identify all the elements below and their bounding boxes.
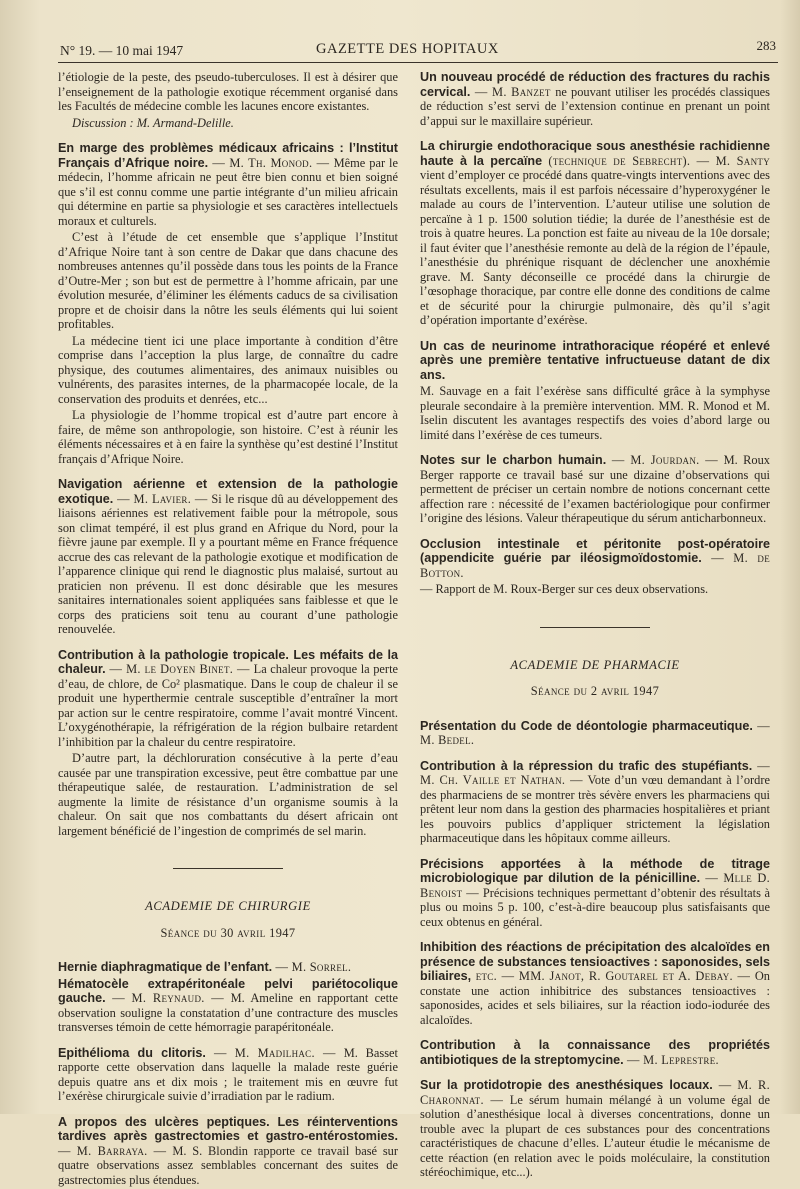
article-author: — M. Ch. Vaille et Nathan. —: [420, 758, 770, 787]
article-author: — M. Barraya. —: [58, 1143, 173, 1158]
article-neurinome: Un cas de neurinome intrathoracique réopéré et enlevé après une première tentative infructueuse datant de dix ans. M. Sauvage en a fait l’exérèse sans difficulté grâce à la symphyse pleurale secondaire à la première intervention. MM. R. Monod et M. Iselin discutent les avantages respectifs des voies d’abord large ou limité dans l’exérèse de ces tumeurs.: [420, 338, 770, 442]
article-title: Présentation du Code de déontologie pharmaceutique.: [420, 718, 753, 733]
article-protidotropie: Sur la protidotropie des anesthésiques locaux. — M. R. Charonnat. — Le sérum humain mélangé à un volume égal de solution d’anesthésique local à diverses concentrations, donne un trouble avec la plupart de ces substances pour des concentrations caractéristiques de chacune d’elles. L’auteur étudie le mécanisme de cette réaction (en relation avec le poids moléculaire, la constitution stéréochimique, etc...).: [420, 1078, 770, 1179]
article-title: Contribution à la connaissance des propriétés antibiotiques de la streptomycine.: [420, 1038, 770, 1067]
article-rachis: Un nouveau procédé de réduction des fractures du rachis cervical. — M. Banzet ne pouvant utiliser les procédés classiques de réduction s’est servi de l’extension continue en prenant un point d’appui sur le maxillaire supérieur.: [420, 70, 770, 128]
article-epithelioma: Epithélioma du clitoris. — M. Madilhac. — M. Basset rapporte cette observation dans laquelle la malade reste guérie depuis quatre ans et dix mois ; le traitement mis en œuvre fut l’exérèse chirurgicale suivie d’irradiation par le radium.: [58, 1045, 398, 1103]
article-title: En marge des problèmes médicaux africains : l’Institut Français d’Afrique noire.: [58, 141, 398, 170]
article-title: La chirurgie endothoracique sous anesthésie rachidienne haute à la percaïne: [420, 139, 770, 168]
article-author: — M. Th. Monod. —: [208, 155, 334, 170]
journal-title: GAZETTE DES HOPITAUX: [316, 41, 499, 57]
article-author: — M. Bedel.: [420, 718, 770, 747]
article-title: Epithélioma du clitoris.: [58, 1045, 206, 1060]
article-navigation-aerienne: Navigation aérienne et extension de la pathologie exotique. — M. Lavier. — Si le risque dû au développement des liaisons aériennes est relativement faible pour la métropole, sous son climat tempéré, il est plus grand en Afrique du Nord, pour la fièvre jaune par exemple. Il y a pourtant même en France fréquence accrue des cas relevant de la pathologie exotique et modification de l’apparence clinique qui rend le diagnostic plus malaisé, surtout au praticien non prévenu. Il est donc désirable que les mesures sanitaires internationales soient appliquées sans faiblesse et que le corps des praticiens soit tenu au courant d’une pathologie renouvelée.: [58, 477, 398, 636]
intro-paragraph: l’étiologie de la peste, des pseudo-tuberculoses. Il est à désirer que l’enseignement de la pathologie exotique récemment organisé dans les Facultés de médecine comble les lacunes encore existantes.: [58, 70, 398, 113]
article-title: Hernie diaphragmatique de l’enfant.: [58, 960, 273, 974]
right-column: [420, 70, 770, 1182]
article-author: — M. Reynaud. —: [105, 991, 231, 1005]
article-author: — M. Banzet: [470, 84, 556, 99]
article-title: A propos des ulcères peptiques. Les réinterventions tardives après gastrectomies et gastro-entérostomies.: [58, 1114, 398, 1143]
article-institut-afrique: En marge des problèmes médicaux africains : l’Institut Français d’Afrique noire. — M. Th. Monod. — Même par le médecin, l’homme africain ne peut être bien connu et bien soigné que s’il est connu comme une partie intégrante d’un milieu africain qui détermine en partie sa physiologie et ses caractères intellectuels moraux et culturels. C’est à l’étude de cet ensemble que s’applique l’Institut d’Afrique Noire tant à son centre de Dakar que dans chacune des nombreuses antennes qu’il possède dans tous les points de la France d’Outre-Mer ; son but est de permettre à l’homme africain, par une évolution mesurée, d’éliminer les éléments caducs de sa civilisation propre et de choisir dans la nôtre les seuls éléments qui lui soient profitables. La médecine tient ici une place importante à condition d’être comprise dans l’acception la plus large, de connaître du cadre physique, des coutumes alimentaires, des animaux nuisibles ou vulnérents, des parasites internes, de la pharmacopée locale, de la conservation des produits et denrées, etc... La physiologie de l’homme tropical est d’autre part encore à faire, de même son anthropologie, son histoire. C’est à réunir les éléments nécessaires et à en faire la synthèse qu’est destiné l’Institut français d’Afrique Noire.: [58, 141, 398, 466]
article-hernie: Hernie diaphragmatique de l’enfant. — M. Sorrel. Hématocèle extrapéritonéale pelvi pariétocolique gauche. — M. Reynaud. — M. Ameline en rapportant cette observation souligne la constatation d’une contracture des muscles transverses témoin de cette hémorragie parapéritonéale.: [58, 960, 399, 1034]
page-header: [58, 40, 778, 63]
article-title: Contribution à la répression du trafic des stupéfiants.: [420, 758, 753, 773]
article-title: Un cas de neurinome intrathoracique réopéré et enlevé après une première tentative infructueuse datant de dix ans.: [420, 338, 770, 382]
article-author: — M. R. Charonnat. —: [420, 1078, 770, 1107]
article-title: Précisions apportées à la méthode de titrage microbiologique par dilution de la pénicilline.: [420, 856, 770, 885]
page-number: 283: [756, 38, 776, 53]
article-author: — M. le Doyen Binet. —: [105, 662, 254, 676]
article-alcaloides: Inhibition des réactions de précipitation des alcaloïdes en présence de substances tensioactives : saponosides, sels biliaires, etc. — MM. Janot, R. Goutarel et A. Debay. — On constate une action inhibitrice des substances tensioactives : saponosides, acides et sels biliaires, sur la réaction iodo-iodurée des alcaloïdes.: [420, 940, 770, 1027]
section-divider: [173, 868, 283, 869]
article-stupefiants: Contribution à la répression du trafic des stupéfiants. — M. Ch. Vaille et Nathan. — Vote d’un vœu demandant à l’ordre des pharmaciens de se montrer très sévère envers les pharmaciens qui prêtent leur nom dans la gestion des pharmacies hospitalières et priant les pouvoirs publics d’appliquer strictement la législation pharmaceutique dans les hôpitaux comme ailleurs.: [420, 758, 770, 845]
article-title: Occlusion intestinale et péritonite post-opératoire (appendicite guérie par iléosigmoïdostomie.: [420, 536, 770, 565]
article-author: — M. Sorrel.: [272, 960, 352, 974]
article-penicilline: Précisions apportées à la méthode de titrage microbiologique par dilution de la pénicilline. — Mlle D. Benoist — Précisions techniques permettant d’obtenir des résultats à plus ou moins 5 p. 100, c’est-à-dire beaucoup plus satisfaisants que ceux obtenus en général.: [420, 856, 770, 929]
article-title: Contribution à la pathologie tropicale. Les méfaits de la chaleur.: [58, 647, 398, 676]
article-title: Un nouveau procédé de réduction des fractures du rachis cervical.: [420, 70, 770, 99]
article-title: Navigation aérienne et extension de la pathologie exotique.: [58, 477, 398, 506]
article-title: Inhibition des réactions de précipitation des alcaloïdes en présence de substances tensioactives : saponosides, sels biliaires,: [420, 940, 770, 983]
article-author: (technique de Sebrecht). — M. Santy: [542, 153, 770, 168]
issue-date: N° 19. — 10 mai 1947: [60, 43, 184, 58]
article-author: — Mlle D. Benoist —: [420, 871, 770, 900]
article-title: Hématocèle extrapéritonéale pelvi pariétocolique gauche.: [58, 976, 398, 1005]
article-author: — M. Madilhac. —: [205, 1045, 344, 1060]
discussion-line: Discussion : M. Armand-Delille.: [72, 115, 234, 130]
section-date-chirurgie: Séance du 30 avril 1947: [160, 925, 296, 940]
article-ulceres: A propos des ulcères peptiques. Les réinterventions tardives après gastrectomies et gastro-entérostomies. — M. Barraya. — M. S. Blondin rapporte ce travail basé sur quatre observations assez semblables concernant des suites de gastrectomies plus étendues.: [58, 1114, 398, 1187]
article-author: — M. Lavier. —: [113, 491, 212, 506]
article-endothoracique: La chirurgie endothoracique sous anesthésie rachidienne haute à la percaïne (technique de Sebrecht). — M. Santy vient d’employer ce procédé dans quatre-vingts interventions avec des résultats excellents, mais il est parfois nécessaire d’hyperoxygéner le malade au cours de l’intervention. L’auteur utilise une solution de percaïne à 1 p. 1500 solution tiédie; la durée de l’anesthésie est de trois à quatre heures. La ponction est faite au niveau de la 10e dorsale; il faut éviter que l’anesthésie remonte au delà de la région de l’épaule, l’anesthésie du phrénique risquant de déclencher une anoxhémie grave. M. Santy déconseille ce procédé dans la chirurgie de l’œsophage thoracique, par contre elle donne des conditions de calme et de sécurité pour la chirurgie pulmonaire, dès qu’il s’agit d’opération importante d’exérèse.: [420, 139, 770, 327]
article-author: etc. — MM. Janot, R. Goutarel et A. Debay. —: [471, 969, 755, 983]
section-divider: [540, 627, 650, 628]
article-title: Notes sur le charbon humain.: [420, 453, 607, 467]
article-streptomycine: [420, 1038, 770, 1067]
section-title-chirurgie: ACADEMIE DE CHIRURGIE: [145, 899, 311, 913]
article-deontologie: [420, 719, 770, 748]
article-author: — M. de Botton.: [420, 551, 770, 580]
article-author: — M. Leprestre.: [623, 1052, 719, 1067]
section-date-pharmacie: Séance du 2 avril 1947: [530, 684, 660, 698]
article-occlusion: Occlusion intestinale et péritonite post-opératoire (appendicite guérie par iléosigmoïdostomie. — M. de Botton. — Rapport de M. Roux-Berger sur ces deux observations.: [420, 536, 770, 596]
article-pathologie-tropicale: Contribution à la pathologie tropicale. Les méfaits de la chaleur. — M. le Doyen Binet. — La chaleur provoque la perte d’eau, de chlore, de Co² plasmatique. Dans le coup de chaleur il se produit une hyperthermie centrale susceptible d’entraîner la mort par action sur le centre respiratoire, comme l’avait montré Vincent. L’oxygénothérapie, la réfrigération de la région bulbaire retardent l’inhibition par la chaleur du centre respiratoire. D’autre part, la déchloruration consécutive à la perte d’eau causée par une transpiration excessive, peut être combattue par une thérapeutique salée, de restauration. L’administration de sel augmente la limite de résistance d’un organisme soumis à la chaleur. On sait que nos combattants du désert africain ont largement bénéficié de l’ingestion de comprimés de sel marin.: [58, 647, 399, 838]
article-author: — M. Jourdan. —: [606, 453, 724, 467]
section-title-pharmacie: ACADEMIE DE PHARMACIE: [510, 657, 680, 672]
article-charbon: Notes sur le charbon humain. — M. Jourdan. — M. Roux Berger rapporte ce travail basé sur une dizaine d’observations qui permettent de préciser un certain nombre de notions concernant cette affection rare : nécessité de l’examen bactériologique pour confirmer l’origine des lésions. Valeur thérapeutique du sérum anticharbonneux.: [420, 453, 770, 525]
article-title: Sur la protidotropie des anesthésiques locaux.: [420, 1078, 713, 1092]
left-column: [58, 70, 398, 1189]
